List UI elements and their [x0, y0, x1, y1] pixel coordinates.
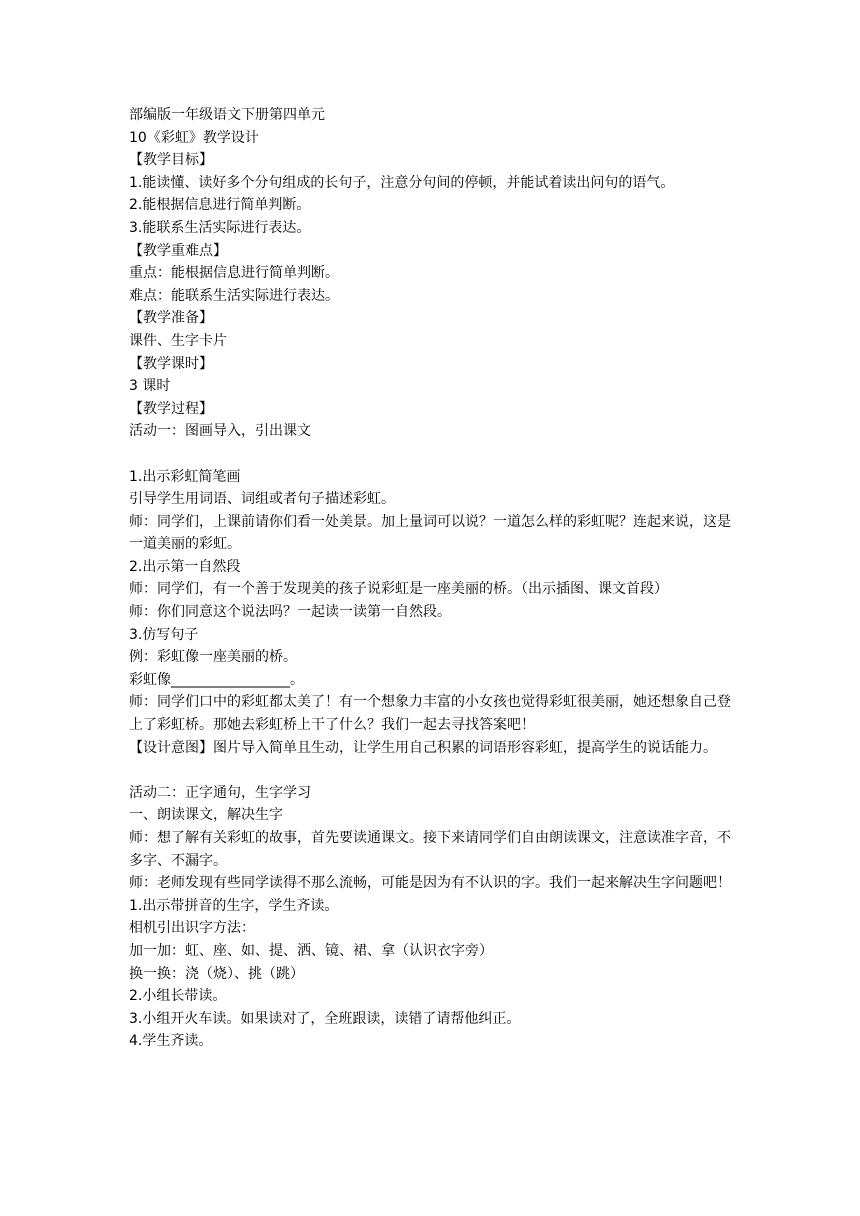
- activity-1-step-3: 3.仿写句子: [129, 626, 199, 643]
- blank-line: [129, 759, 731, 782]
- activity-2-step-3: 3.小组开火车读。如果读对了，全班跟读，读错了请帮他纠正。: [129, 1010, 521, 1027]
- blank-line: [129, 443, 731, 466]
- activity-2-step-2: 2.小组长带读。: [129, 988, 227, 1005]
- activity-2-method-swap: 换一换：浇（烧）、挑（跳）: [129, 965, 304, 982]
- section-heading-preparation: 【教学准备】: [129, 310, 213, 327]
- objective-item-1: 1.能读懂、读好多个分句组成的长句子，注意分句间的停顿，并能试着读出问句的语气。: [129, 174, 675, 191]
- activity-1-design-intent: 【设计意图】图片导入简单且生动，让学生用自己积累的词语形容彩虹，提高学生的说话能力。: [129, 739, 717, 756]
- activity-2-method-add: 加一加：虹、座、如、提、洒、镜、裙、拿（认识衣字旁）: [129, 942, 493, 959]
- activity-1-teacher-line-2: 师：同学们，有一个善于发现美的孩子说彩虹是一座美丽的桥。（出示插图、课文首段）: [129, 581, 668, 598]
- activity-2-step-1: 1.出示带拼音的生字，学生齐读。: [129, 897, 339, 914]
- unit-title: 部编版一年级语文下册第四单元: [129, 107, 325, 123]
- activity-2-title: 活动二：正字通句，生字学习: [129, 784, 311, 801]
- activity-1-step-1: 1.出示彩虹简笔画: [129, 468, 241, 485]
- activity-1-example: 例：彩虹像一座美丽的桥。: [129, 649, 297, 666]
- activity-1-guide: 引导学生用词语、词组或者句子描述彩虹。: [129, 491, 395, 508]
- activity-2-teacher-line-1: 师：想了解有关彩虹的故事，首先要读通课文。接下来请同学们自由朗读课文，注意读准字音，不多字、不漏字。: [129, 830, 731, 869]
- activity-1-fill-blank: 彩虹像_________________。: [129, 671, 304, 688]
- preparation-content: 课件、生字卡片: [129, 332, 227, 349]
- key-point-difficulty: 难点：能联系生活实际进行表达。: [129, 287, 339, 304]
- activity-2-step-4: 4.学生齐读。: [129, 1033, 213, 1050]
- activity-1-step-2: 2.出示第一自然段: [129, 558, 241, 575]
- objective-item-3: 3.能联系生活实际进行表达。: [129, 219, 311, 236]
- activity-2-teacher-line-2: 师：老师发现有些同学读得不那么流畅，可能是因为有不认识的字。我们一起来解决生字问题吧！: [129, 875, 731, 892]
- activity-1-teacher-line-1: 师：同学们，上课前请你们看一处美景。加上量词可以说？一道怎么样的彩虹呢？连起来说，这是一道美丽的彩虹。: [129, 513, 731, 553]
- activity-1-teacher-line-3: 师：你们同意这个说法吗？一起读一读第一自然段。: [129, 604, 451, 621]
- periods-content: 3 课时: [129, 378, 171, 395]
- activity-2-method-intro: 相机引出识字方法：: [129, 920, 255, 937]
- section-heading-periods: 【教学课时】: [129, 355, 213, 372]
- activity-1-teacher-line-4: 师：同学们口中的彩虹都太美了！有一个想象力丰富的小女孩也觉得彩虹很美丽，她还想象自己登上了彩虹桥。那她去彩虹桥上干了什么？我们一起去寻找答案吧！: [129, 694, 731, 734]
- objective-item-2: 2.能根据信息进行简单判断。: [129, 197, 311, 214]
- section-heading-key-points: 【教学重难点】: [129, 242, 227, 259]
- section-heading-objectives: 【教学目标】: [129, 152, 213, 169]
- activity-2-section-1: 一、朗读课文，解决生字: [129, 807, 283, 824]
- key-point-focus: 重点：能根据信息进行简单判断。: [129, 265, 339, 282]
- section-heading-process: 【教学过程】: [129, 400, 213, 417]
- document-body: [129, 104, 731, 1053]
- activity-1-title: 活动一：图画导入，引出课文: [129, 423, 311, 440]
- lesson-title: 10《彩虹》教学设计: [129, 129, 259, 146]
